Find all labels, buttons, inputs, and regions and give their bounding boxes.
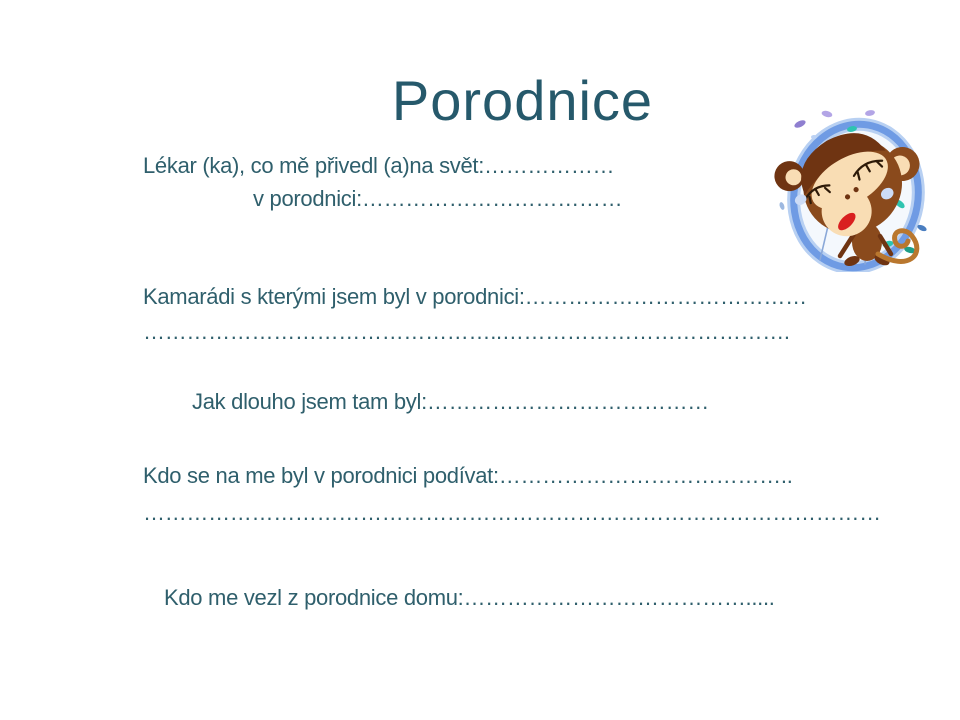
form-line-duration: Jak dlouho jsem tam byl:…………………………………	[192, 389, 710, 414]
form-line-ride-home: Kdo me vezl z porodnice domu:………………………………….....	[164, 585, 775, 610]
monkey-illustration	[770, 108, 938, 272]
form-line-doctor: Lékar (ka), co mě přivedl (a)na svět:………………	[143, 153, 615, 178]
form-line-friends: Kamarádi s kterými jsem byl v porodnici:…………………………………	[143, 284, 807, 309]
form-line-friends-dots: …………………………………………..………………………………….	[143, 319, 790, 344]
form-line-visitors: Kdo se na me byl v porodnici podívat:…………………………………..	[143, 463, 793, 488]
form-line-hospital: v porodnici:………………………………	[253, 186, 623, 211]
form-line-visitors-dots: …………………………………………………………………………………………	[143, 500, 881, 525]
page-title: Porodnice	[391, 68, 654, 132]
